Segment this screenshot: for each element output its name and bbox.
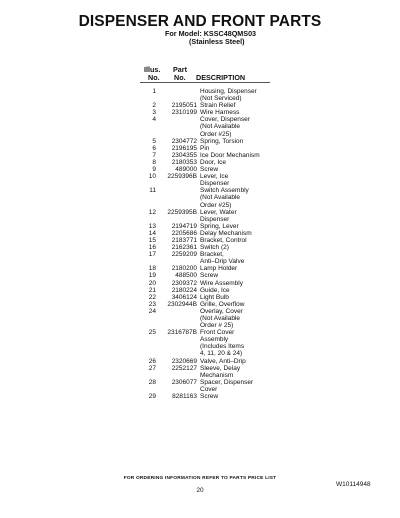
ordering-note: FOR ORDERING INFORMATION REFER TO PARTS PRICE LIST bbox=[123, 476, 277, 481]
part-number: 2180353 bbox=[171, 158, 197, 166]
part-description: Switch (2) bbox=[200, 244, 229, 252]
part-description: Light Bulb bbox=[200, 293, 229, 301]
table-row bbox=[140, 145, 280, 152]
part-description: Valve, Anti–Drip bbox=[200, 357, 246, 365]
parts-table-body bbox=[140, 88, 280, 400]
part-description: Screw bbox=[200, 166, 219, 174]
header-part-line1: Part bbox=[173, 65, 187, 74]
table-row bbox=[140, 251, 280, 265]
illus-number: 19 bbox=[148, 272, 156, 280]
part-number: 2310199 bbox=[171, 109, 197, 117]
table-row bbox=[140, 379, 280, 393]
table-row bbox=[140, 230, 280, 237]
table-row bbox=[140, 109, 280, 116]
part-description: Wire Harness bbox=[200, 109, 240, 117]
part-number: 2195051 bbox=[171, 102, 197, 110]
part-number bbox=[156, 116, 197, 137]
page-number: 20 bbox=[196, 487, 204, 494]
header-illus-line2: No. bbox=[148, 73, 160, 82]
part-number: 2309372 bbox=[171, 279, 197, 287]
table-row bbox=[140, 301, 280, 308]
table-row bbox=[140, 287, 280, 294]
illus-number: 7 bbox=[152, 151, 156, 159]
table-row bbox=[140, 280, 280, 287]
table-row bbox=[140, 265, 280, 272]
part-description: Spring, Lever bbox=[200, 222, 239, 230]
table-row bbox=[140, 223, 280, 230]
model-line: For Model: KSSC48QMS03 bbox=[165, 29, 257, 38]
table-row bbox=[140, 329, 280, 357]
variant-line: (Stainless Steel) bbox=[189, 37, 245, 46]
illus-number: 4 bbox=[152, 116, 156, 124]
illus-number: 5 bbox=[152, 137, 156, 145]
part-description: Pin bbox=[200, 144, 210, 152]
table-row bbox=[140, 102, 280, 109]
part-description: Overlay, Cover (Not Available Order # 25) bbox=[200, 307, 243, 330]
illus-number: 23 bbox=[148, 300, 156, 308]
part-number: 2304772 bbox=[171, 137, 197, 145]
part-description: Screw bbox=[200, 393, 219, 401]
parts-table-header bbox=[140, 66, 280, 83]
part-description: Lever, Ice Dispenser bbox=[200, 173, 230, 188]
illus-number: 10 bbox=[148, 173, 156, 181]
table-row bbox=[140, 187, 280, 208]
part-description: Bracket, Control bbox=[200, 236, 247, 244]
table-row bbox=[140, 173, 280, 187]
illus-number: 26 bbox=[148, 357, 156, 365]
header-rule bbox=[140, 82, 270, 83]
illus-number: 16 bbox=[148, 244, 156, 252]
part-number: 3406124 bbox=[171, 293, 197, 301]
part-description: Grille, Overflow bbox=[200, 300, 245, 308]
illus-number: 17 bbox=[148, 251, 156, 259]
illus-number: 25 bbox=[148, 329, 156, 337]
illus-number: 12 bbox=[148, 208, 156, 216]
part-number: 2320669 bbox=[171, 357, 197, 365]
table-row bbox=[140, 393, 280, 400]
part-number bbox=[156, 308, 197, 329]
table-row bbox=[140, 358, 280, 365]
part-number: 2259396B bbox=[167, 173, 197, 181]
table-row bbox=[140, 209, 280, 223]
part-number: 2180224 bbox=[171, 286, 197, 294]
illus-number: 8 bbox=[152, 158, 156, 166]
part-number: 2304355 bbox=[171, 151, 197, 159]
illus-number: 21 bbox=[148, 286, 156, 294]
part-description: Wire Assembly bbox=[200, 279, 243, 287]
table-row bbox=[140, 294, 280, 301]
part-description: Delay Mechanism bbox=[200, 229, 252, 237]
illus-number: 14 bbox=[148, 229, 156, 237]
part-description: Door, Ice bbox=[200, 158, 227, 166]
part-number: 2316787B bbox=[167, 329, 197, 337]
part-number: 2194719 bbox=[171, 222, 197, 230]
illus-number: 11 bbox=[149, 187, 156, 195]
part-number: 2302944B bbox=[167, 300, 197, 308]
illus-number: 27 bbox=[148, 364, 156, 372]
part-description: Cover, Dispenser (Not Available Order #25) bbox=[200, 116, 250, 138]
part-number: 489000 bbox=[175, 166, 197, 174]
illus-number: 18 bbox=[148, 265, 156, 273]
parts-table bbox=[140, 66, 280, 400]
illus-number: 28 bbox=[148, 378, 156, 386]
table-row bbox=[140, 88, 280, 102]
part-number: 2306077 bbox=[171, 378, 197, 386]
part-description: Spring, Torsion bbox=[200, 137, 244, 145]
part-description: Strain Relief bbox=[200, 102, 236, 110]
part-number: 2205686 bbox=[171, 229, 197, 237]
illus-number: 20 bbox=[148, 279, 156, 287]
illus-number: 24 bbox=[148, 307, 156, 315]
part-number: 2180200 bbox=[171, 265, 197, 273]
illus-number: 15 bbox=[148, 236, 156, 244]
part-description: Sleeve, Delay Mechanism bbox=[200, 364, 241, 379]
page-title: DISPENSER AND FRONT PARTS bbox=[78, 13, 322, 30]
table-row bbox=[140, 166, 280, 173]
part-number: 488500 bbox=[175, 272, 197, 280]
part-number: 2252127 bbox=[171, 364, 197, 372]
header-description: DESCRIPTION bbox=[196, 73, 246, 82]
illus-number: 1 bbox=[152, 88, 156, 95]
part-description: Ice Door Mechanism bbox=[200, 151, 260, 159]
table-row bbox=[140, 237, 280, 244]
part-description: Housing, Dispenser (Not Serviced) bbox=[200, 88, 257, 103]
part-description: Guide, Ice bbox=[200, 286, 230, 294]
part-description: Screw bbox=[200, 272, 219, 280]
illus-number: 13 bbox=[148, 222, 156, 230]
part-number: 2259209 bbox=[171, 251, 197, 259]
part-number: 2196195 bbox=[171, 144, 197, 152]
part-number: 8281163 bbox=[172, 393, 197, 401]
table-row bbox=[140, 308, 280, 329]
part-description: Bracket, Anti–Drip Valve bbox=[200, 251, 245, 266]
illus-number: 3 bbox=[152, 109, 156, 117]
part-description: Lever, Water Dispenser bbox=[200, 208, 237, 223]
part-number: 2162361 bbox=[171, 244, 197, 252]
part-description: Spacer, Dispenser Cover bbox=[200, 378, 254, 393]
part-description: Lamp Holder bbox=[200, 265, 238, 273]
illus-number: 22 bbox=[148, 293, 156, 301]
illus-number: 29 bbox=[148, 393, 156, 401]
part-number bbox=[156, 187, 197, 208]
table-row bbox=[140, 365, 280, 379]
table-row bbox=[140, 272, 280, 279]
table-row bbox=[140, 138, 280, 145]
table-row bbox=[140, 116, 280, 137]
table-row bbox=[140, 244, 280, 251]
header-illus-line1: Illus. bbox=[144, 65, 161, 74]
table-row bbox=[140, 159, 280, 166]
part-description: Front Cover Assembly (Includes Items 4, 11, 20 & 24) bbox=[200, 329, 245, 358]
part-description: Switch Assembly (Not Available Order #25) bbox=[200, 187, 249, 209]
part-number: 2183771 bbox=[171, 236, 197, 244]
illus-number: 9 bbox=[152, 166, 156, 174]
part-number bbox=[156, 88, 197, 102]
illus-number: 6 bbox=[152, 144, 156, 152]
illus-number: 2 bbox=[152, 102, 156, 110]
header-part-line2: No. bbox=[174, 73, 186, 82]
part-number: 2259395B bbox=[167, 208, 197, 216]
table-row bbox=[140, 152, 280, 159]
document-number: W10114948 bbox=[336, 481, 371, 488]
